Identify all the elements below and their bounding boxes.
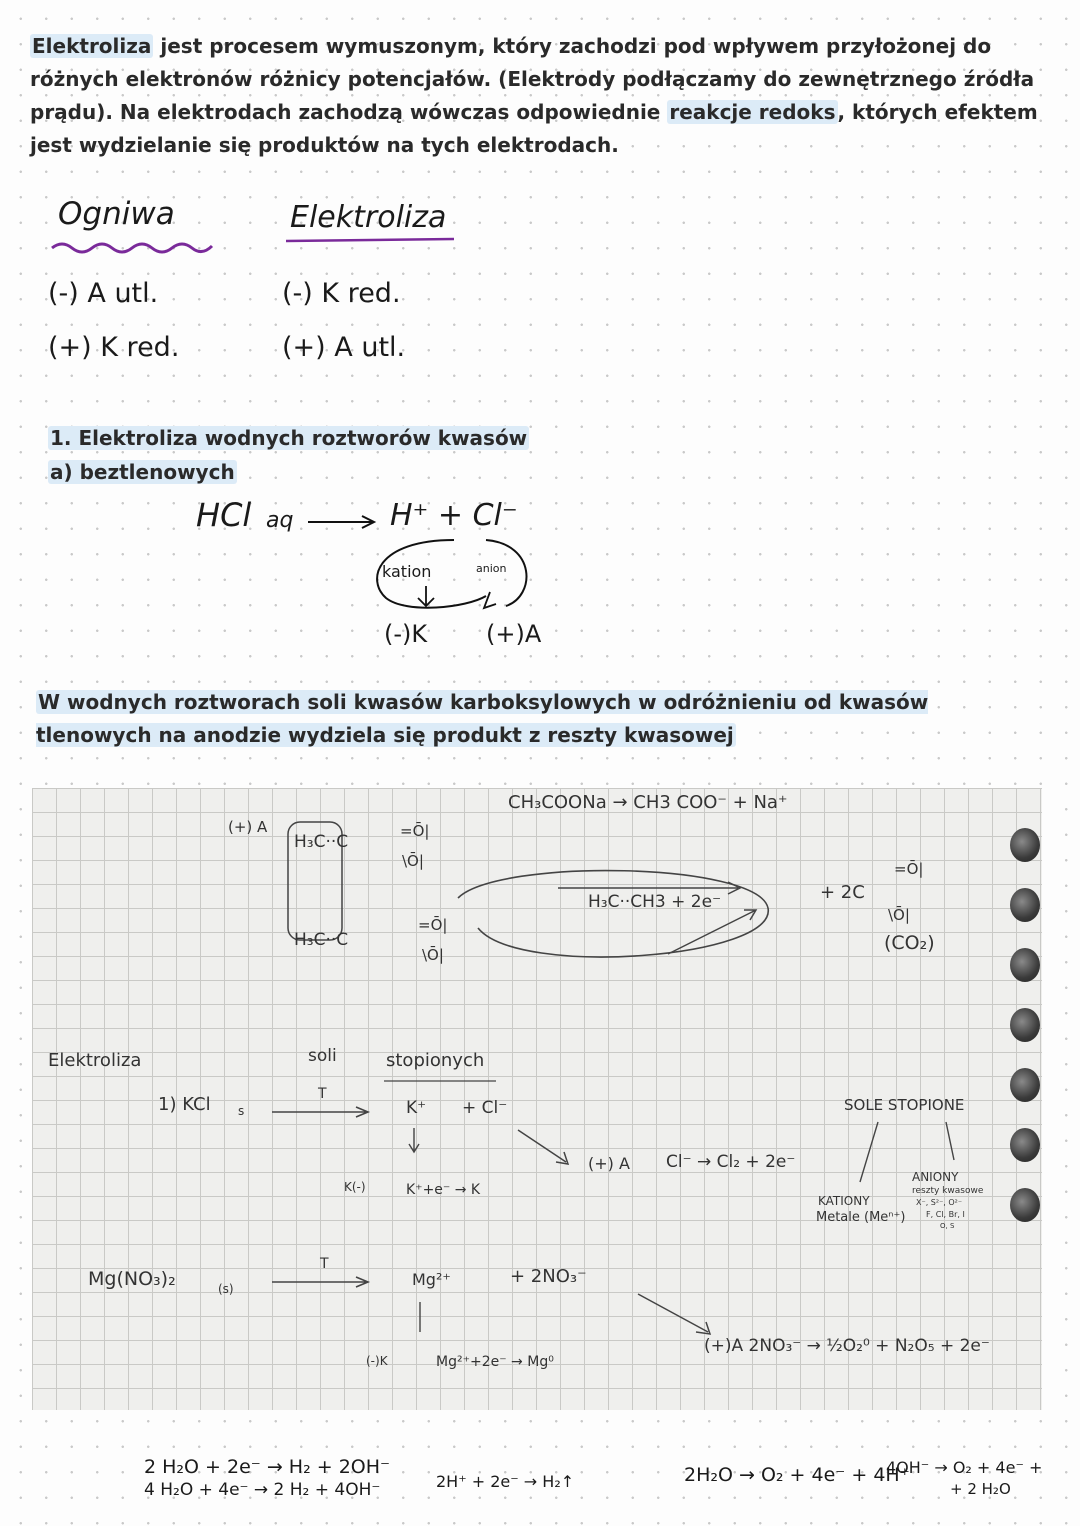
photo-soli: soli: [308, 1046, 337, 1066]
photo-arrow-1-icon: [270, 1106, 374, 1118]
eq-hydroxide-oxidation-1: 4OH⁻ → O₂ + 4e⁻ +: [886, 1458, 1043, 1477]
photo-item2: Mg(NO₃)₂: [88, 1268, 176, 1290]
photo-elektroliza: Elektroliza: [48, 1050, 142, 1071]
photo-kationy: KATIONY: [818, 1194, 870, 1208]
ogniwa-row2: (+) K red.: [48, 332, 180, 363]
photo-k-red: K⁺+e⁻ → K: [406, 1182, 481, 1198]
anion-label: anion: [476, 562, 507, 575]
photo-k-arrow-icon: [408, 1126, 420, 1156]
photo-ellipse-arrow: [438, 858, 798, 988]
photo-anode-cl: (+) A: [588, 1154, 630, 1173]
photo-anode-1: (+) A: [228, 818, 268, 836]
photo-o-bot2: \Ō|: [422, 946, 444, 964]
photo-arrow-2-icon: [270, 1276, 374, 1288]
eq-hydroxide-oxidation-2: + 2 H₂O: [950, 1480, 1011, 1498]
photo-anode-no3: (+)A 2NO₃⁻ → ½O₂⁰ + N₂O₅ + 2e⁻: [704, 1336, 990, 1356]
binder-ring: [1010, 1068, 1040, 1102]
photo-reszty: reszty kwasowe: [912, 1186, 984, 1196]
ogniwa-row1: (-) A utl.: [48, 278, 159, 309]
photo-o-bot1: =Ō|: [418, 916, 448, 934]
photo-cl-ox: Cl⁻ → Cl₂ + 2e⁻: [666, 1152, 796, 1172]
photo-item1-state: s: [238, 1104, 245, 1118]
section1-title: 1. Elektroliza wodnych roztworów kwasów: [50, 426, 528, 450]
photo-aniony: ANIONY: [912, 1170, 959, 1184]
photo-co2-o1: =Ō|: [894, 860, 924, 878]
photo-top-formula: CH₃COONa → CH3 COO⁻ + Na⁺: [508, 792, 788, 813]
intro-term-redoks: reakcje redoks: [669, 100, 836, 124]
intro-paragraph: [30, 30, 1050, 162]
photo-o-top1: =Ō|: [400, 822, 430, 840]
reaction-rhs: H⁺ + Cl⁻: [390, 498, 518, 533]
photo-item2-state: (s): [218, 1282, 234, 1296]
intro-text-2: , których efektem jest wydzielanie się produktów na tych elektrodach.: [30, 100, 1038, 157]
binder-ring: [1010, 888, 1040, 922]
elektroliza-title: Elektroliza: [290, 200, 447, 235]
eq-water-oxidation: 2H₂O → O₂ + 4e⁻ + 4H⁺: [684, 1464, 910, 1486]
binder-ring: [1010, 948, 1040, 982]
reaction-arrow-icon: [306, 514, 378, 530]
photo-k-plus: K⁺: [406, 1098, 427, 1118]
photo-T2: T: [320, 1256, 329, 1272]
kathode-label: (-)K: [384, 620, 428, 648]
photo-h3c-top: H₃C··C: [294, 832, 349, 852]
photo-mg-red: Mg²⁺+2e⁻ → Mg⁰: [436, 1354, 554, 1370]
intro-term-elektroliza: Elektroliza: [32, 34, 152, 58]
photo-no3-arrow-icon: [636, 1292, 716, 1336]
reaction-aq: aq: [266, 508, 294, 533]
photo-co2-label: (CO₂): [884, 932, 935, 954]
intro-text-1: jest procesem wymuszonym, który zachodzi pod wpływem przyłożonej do różnych elektronów różnicy potencjałów. (Elektrody podłączamy do zewnętrznego źródła prądu). Na elektrodach zachodzą wówczas odpowiednie: [30, 34, 1035, 124]
photo-mg-ion: Mg²⁺: [412, 1270, 451, 1289]
photo-co2-prefix: + 2C: [820, 882, 865, 903]
photo-reszty-more: F, Cl, Br, I: [926, 1210, 965, 1219]
section1-subtitle: a) beztlenowych: [50, 460, 235, 484]
photo-product: H₃C··CH3 + 2e⁻: [588, 892, 722, 912]
binder-ring: [1010, 1008, 1040, 1042]
ogniwa-title: Ogniwa: [58, 196, 175, 232]
eq-hydrogen-reduction: 2H⁺ + 2e⁻ → H₂↑: [436, 1472, 575, 1491]
binder-ring: [1010, 1188, 1040, 1222]
eq-water-reduction-2: 4 H₂O + 4e⁻ → 2 H₂ + 4OH⁻: [144, 1480, 381, 1500]
binder-ring: [1010, 828, 1040, 862]
photo-mg-arrow-icon: [414, 1300, 426, 1336]
note-carboxylic: W wodnych roztworach soli kwasów karboksylowych w odróżnieniu od kwasów tlenowych na anodzie wydziela się produkt z reszty kwasowej: [36, 690, 929, 747]
photo-no3: + 2NO₃⁻: [510, 1266, 587, 1287]
elektroliza-underline: [284, 236, 459, 246]
elektroliza-row1: (-) K red.: [282, 278, 401, 309]
photo-reszty-ions: X⁻, S²⁻, O²⁻: [916, 1198, 963, 1207]
eq-water-reduction-1: 2 H₂O + 2e⁻ → H₂ + 2OH⁻: [144, 1456, 391, 1478]
reaction-lhs: HCl: [196, 496, 252, 534]
photo-cl-arrow-icon: [516, 1128, 576, 1168]
photo-sole-stopione: SOLE STOPIONE: [844, 1096, 965, 1114]
photo-co2-o2: \Ō|: [888, 906, 910, 924]
ogniwa-underline: [50, 236, 225, 256]
photo-T1: T: [318, 1086, 327, 1102]
photo-stopionych-underline: [384, 1078, 504, 1084]
binder-ring: [1010, 1128, 1040, 1162]
photo-cl-minus: + Cl⁻: [462, 1098, 508, 1118]
kation-label: kation: [382, 562, 432, 581]
photo-stopionych: stopionych: [386, 1050, 485, 1071]
photo-o-top2: \Ō|: [402, 852, 424, 870]
photo-item1: 1) KCl: [158, 1094, 211, 1115]
photo-h3c-bot: H₃C··C: [294, 930, 349, 950]
elektroliza-row2: (+) A utl.: [282, 332, 406, 363]
photo-reszty-os: O, S: [940, 1222, 955, 1230]
notebook-photo: [32, 788, 1042, 1410]
photo-k-mg: (-)K: [366, 1354, 388, 1368]
photo-metale: Metale (Meⁿ⁺): [816, 1210, 906, 1225]
photo-k-minus: K(-): [344, 1180, 366, 1194]
anode-label: (+)A: [486, 620, 542, 648]
